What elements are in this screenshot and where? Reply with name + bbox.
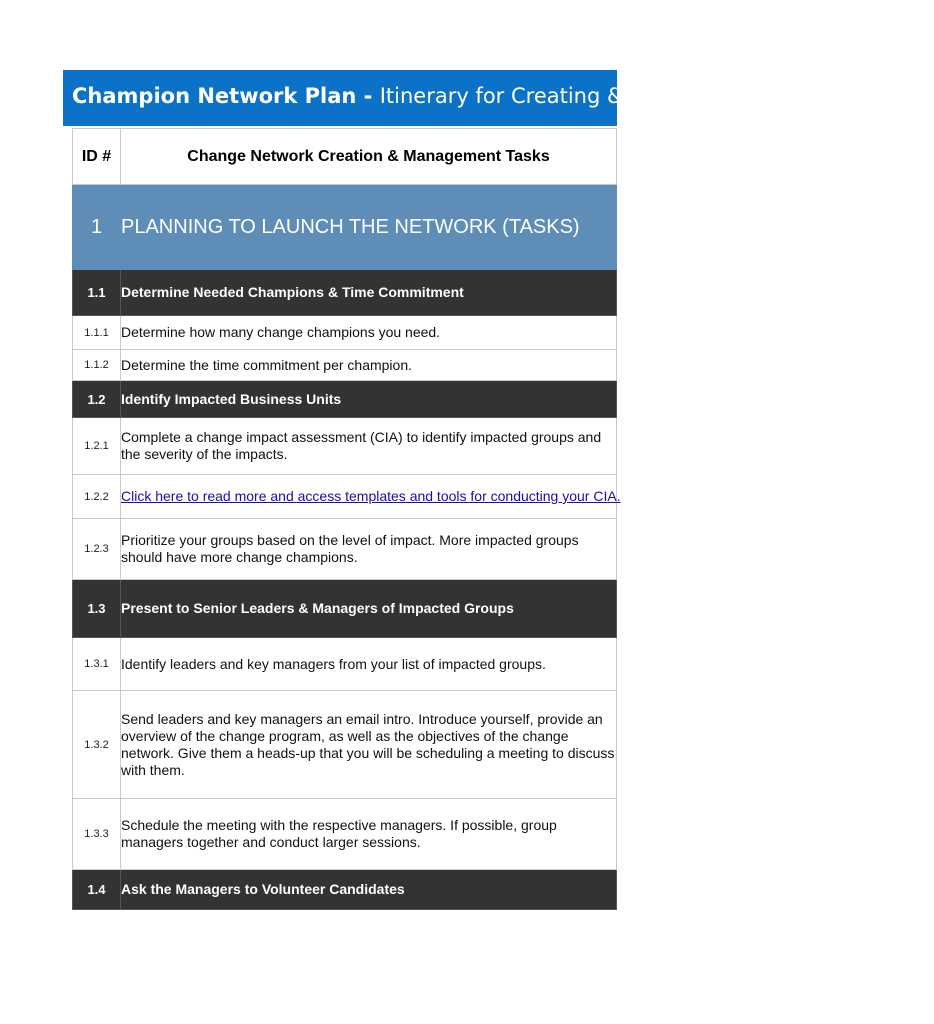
task-text: Complete a change impact assessment (CIA) to identify impacted groups and the severity of the impacts. <box>121 418 617 475</box>
group-row <box>73 381 617 418</box>
group-id: 1.3 <box>73 580 121 638</box>
task-text: Determine how many change champions you need. <box>121 316 617 350</box>
task-table <box>72 128 621 910</box>
group-id: 1.4 <box>73 870 121 910</box>
task-text: Prioritize your groups based on the level of impact. More impacted groups should have more change champions. <box>121 519 617 580</box>
group-id: 1.1 <box>73 270 121 316</box>
task-text: Identify leaders and key managers from your list of impacted groups. <box>121 638 617 691</box>
task-id: 1.1.1 <box>73 316 121 350</box>
group-id: 1.2 <box>73 381 121 418</box>
group-label: Identify Impacted Business Units <box>121 381 617 418</box>
task-id: 1.2.1 <box>73 418 121 475</box>
table-row <box>73 316 617 350</box>
section-row <box>73 185 617 270</box>
task-text: Determine the time commitment per champion. <box>121 350 617 381</box>
group-row <box>73 870 617 910</box>
task-link-cell <box>121 475 621 519</box>
table-row <box>73 691 617 799</box>
cia-templates-link[interactable]: Click here to read more and access templates and tools for conducting your CIA. <box>121 488 621 504</box>
group-row <box>73 580 617 638</box>
task-id: 1.2.2 <box>73 475 121 519</box>
section-label: PLANNING TO LAUNCH THE NETWORK (TASKS) <box>121 185 617 270</box>
group-label: Determine Needed Champions & Time Commitment <box>121 270 617 316</box>
task-id: 1.2.3 <box>73 519 121 580</box>
task-id: 1.3.2 <box>73 691 121 799</box>
table-row <box>73 350 617 381</box>
group-label: Present to Senior Leaders & Managers of Impacted Groups <box>121 580 617 638</box>
header-id: ID # <box>73 129 121 185</box>
group-row <box>73 270 617 316</box>
task-id: 1.1.2 <box>73 350 121 381</box>
table-row <box>73 475 617 519</box>
task-id: 1.3.1 <box>73 638 121 691</box>
group-label: Ask the Managers to Volunteer Candidates <box>121 870 617 910</box>
table-row <box>73 418 617 475</box>
task-text: Schedule the meeting with the respective managers. If possible, group managers together and conduct larger sessions. <box>121 799 617 870</box>
table-header-row <box>73 129 617 185</box>
header-tasks: Change Network Creation & Management Tasks <box>121 129 617 185</box>
section-id: 1 <box>73 185 121 270</box>
title-subtitle: Itinerary for Creating & Managing a Change Network <box>379 84 934 108</box>
table-row <box>73 799 617 870</box>
table-row <box>73 638 617 691</box>
plan-title-banner <box>63 70 934 126</box>
task-id: 1.3.3 <box>73 799 121 870</box>
title-main: Champion Network Plan - <box>72 84 380 108</box>
task-text: Send leaders and key managers an email intro. Introduce yourself, provide an overview of the change program, as well as the objectives of the change network. Give them a heads-up that you will be scheduling a meeting to discuss with them. <box>121 691 617 799</box>
table-row <box>73 519 617 580</box>
